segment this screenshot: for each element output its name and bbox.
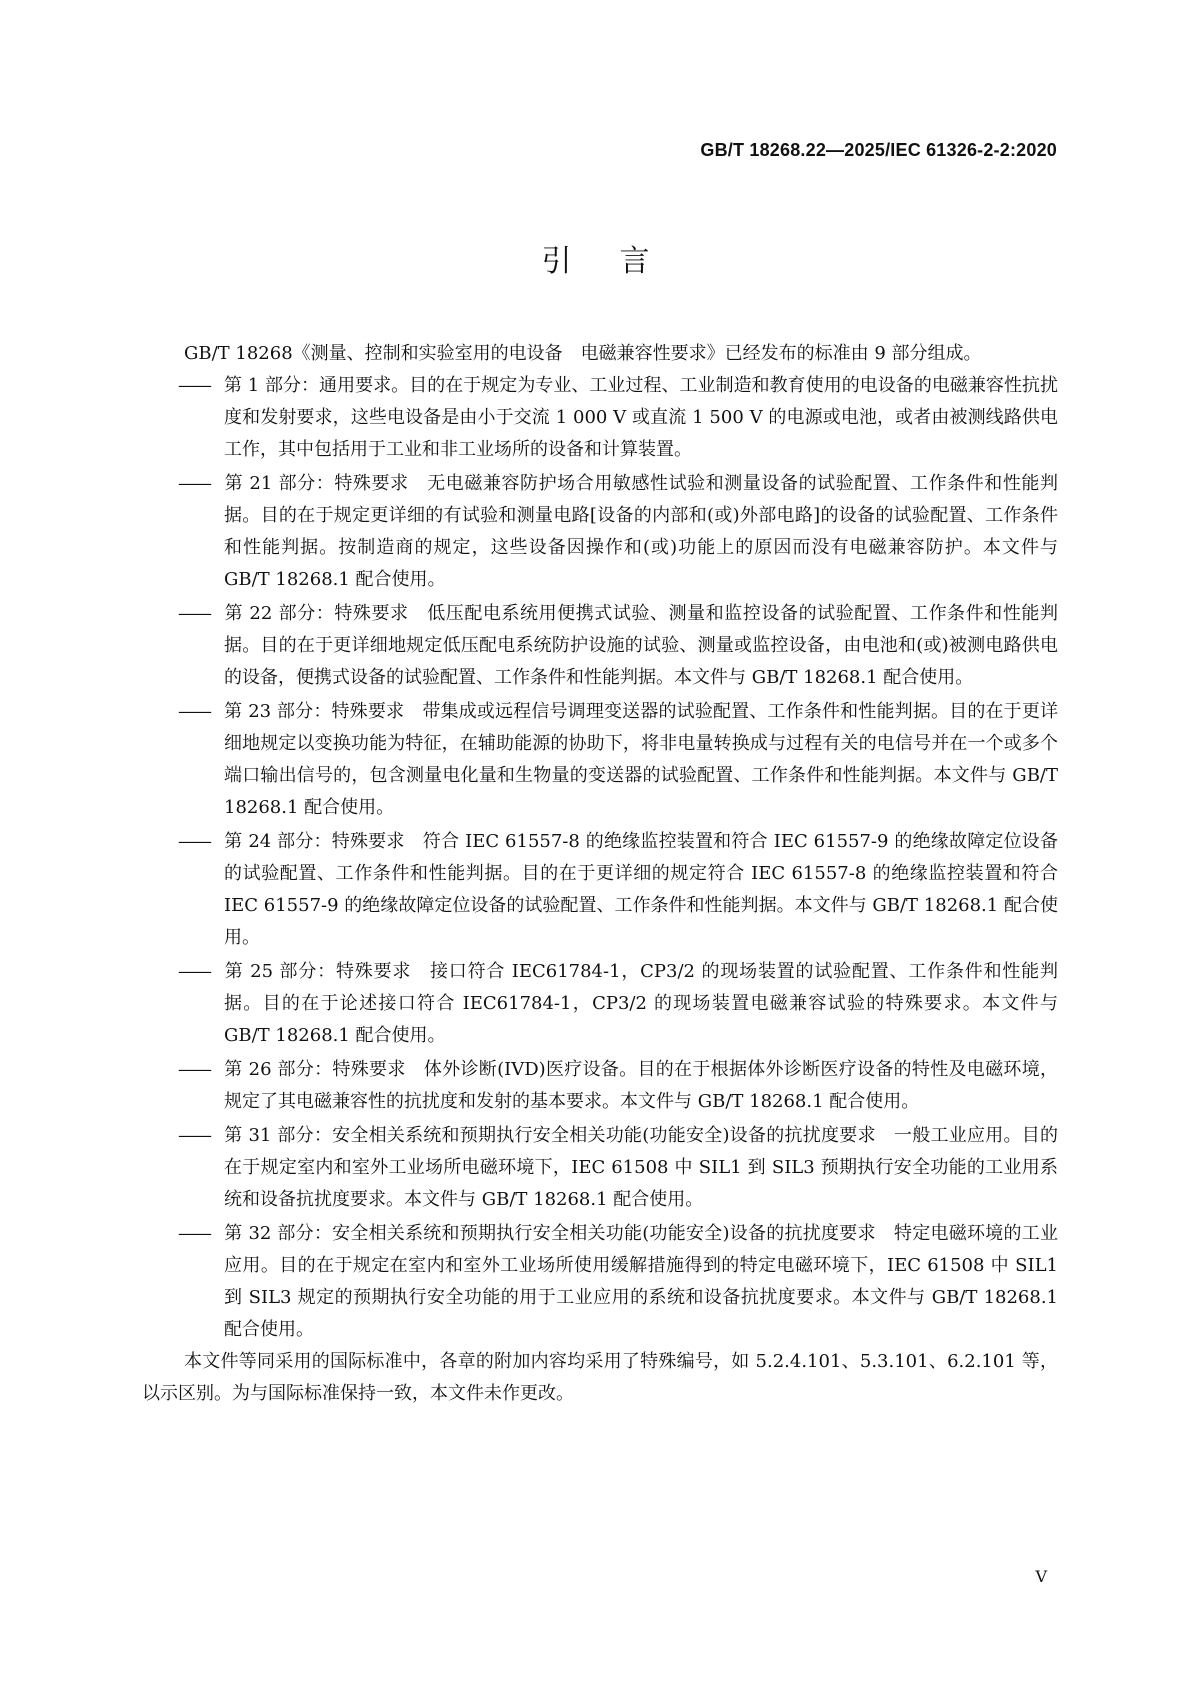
intro-paragraph: GB/T 18268《测量、控制和实验室用的电设备 电磁兼容性要求》已经发布的标准由 9 部分组成。	[184, 343, 982, 364]
part-list-item-text: 第 23 部分：特殊要求 带集成或远程信号调理变送器的试验配置、工作条件和性能判据。目的在于更详细地规定以变换功能为特征，在辅助能源的协助下，将非电量转换成与过程有关的电信号并在一个或多个端口输出信号的，包含测量电化量和生物量的变送器的试验配置、工作条件和性能判据。本文件与 GB/T 18268.1 配合使用。	[224, 701, 1058, 818]
list-dash: ——	[178, 831, 210, 852]
list-dash: ——	[178, 375, 210, 396]
part-list-item	[142, 1120, 1058, 1216]
part-list-item	[142, 696, 1058, 824]
list-dash: ——	[178, 1223, 210, 1244]
part-list-item-text: 第 21 部分：特殊要求 无电磁兼容防护场合用敏感性试验和测量设备的试验配置、工作条件和性能判据。目的在于规定更详细的有试验和测量电路[设备的内部和(或)外部电路]的设备的试验配置、工作条件和性能判据。按制造商的规定，这些设备因操作和(或)功能上的原因而没有电磁兼容防护。本文件与 GB/T 18268.1 配合使用。	[224, 473, 1058, 590]
list-dash: ——	[178, 1125, 210, 1146]
list-dash: ——	[178, 961, 210, 982]
part-list-item-text: 第 32 部分：安全相关系统和预期执行安全相关功能(功能安全)设备的抗扰度要求 特定电磁环境的工业应用。目的在于规定在室内和室外工业场所使用缓解措施得到的特定电磁环境下，IEC 61508 中 SIL1 到 SIL3 规定的预期执行安全功能的用于工业应用的系统和设备抗扰度要求。本文件与 GB/T 18268.1 配合使用。	[224, 1223, 1058, 1340]
part-list-item	[142, 1218, 1058, 1346]
part-list-item-text: 第 26 部分：特殊要求 体外诊断(IVD)医疗设备。目的在于根据体外诊断医疗设备的特性及电磁环境，规定了其电磁兼容性的抗扰度和发射的基本要求。本文件与 GB/T 18268.1 配合使用。	[224, 1059, 1058, 1112]
list-dash: ——	[178, 701, 210, 722]
part-list-item	[142, 370, 1058, 466]
standard-code-header: GB/T 18268.22—2025/IEC 61326-2-2:2020	[700, 140, 1057, 160]
part-list-item-text: 第 24 部分：特殊要求 符合 IEC 61557-8 的绝缘监控装置和符合 IEC 61557-9 的绝缘故障定位设备的试验配置、工作条件和性能判据。目的在于更详细的规定符合 IEC 61557-8 的绝缘监控装置和符合 IEC 61557-9 的绝缘故障定位设备的试验配置、工作条件和性能判据。本文件与 GB/T 18268.1 配合使用。	[224, 831, 1058, 948]
part-list-item	[142, 598, 1058, 694]
document-body	[142, 338, 1058, 1410]
page-title: 引言	[541, 244, 698, 279]
part-list-item-text: 第 22 部分：特殊要求 低压配电系统用便携式试验、测量和监控设备的试验配置、工作条件和性能判据。目的在于更详细地规定低压配电系统防护设施的试验、测量或监控设备，由电池和(或)被测电路供电的设备，便携式设备的试验配置、工作条件和性能判据。本文件与 GB/T 18268.1 配合使用。	[224, 603, 1058, 688]
part-list-item	[142, 1054, 1058, 1118]
list-dash: ——	[178, 1059, 210, 1080]
part-list-item-text: 第 31 部分：安全相关系统和预期执行安全相关功能(功能安全)设备的抗扰度要求 一般工业应用。目的在于规定室内和室外工业场所电磁环境下，IEC 61508 中 SIL1 到 SIL3 预期执行安全功能的工业用系统和设备抗扰度要求。本文件与 GB/T 18268.1 配合使用。	[224, 1125, 1058, 1210]
page-number: V	[1035, 1567, 1047, 1586]
part-list-item	[142, 826, 1058, 954]
part-list-item-text: 第 25 部分：特殊要求 接口符合 IEC61784-1，CP3/2 的现场装置的试验配置、工作条件和性能判据。目的在于论述接口符合 IEC61784-1，CP3/2 的现场装置电磁兼容试验的特殊要求。本文件与 GB/T 18268.1 配合使用。	[224, 961, 1058, 1046]
part-list-item	[142, 956, 1058, 1052]
list-dash: ——	[178, 473, 210, 494]
list-dash: ——	[178, 603, 210, 624]
part-list	[142, 370, 1058, 1346]
part-list-item	[142, 468, 1058, 596]
closing-paragraph: 本文件等同采用的国际标准中，各章的附加内容均采用了特殊编号，如 5.2.4.101、5.3.101、6.2.101 等，以示区别。为与国际标准保持一致，本文件未作更改。	[142, 1351, 1058, 1404]
part-list-item-text: 第 1 部分：通用要求。目的在于规定为专业、工业过程、工业制造和教育使用的电设备的电磁兼容性抗扰度和发射要求，这些电设备是由小于交流 1 000 V 或直流 1 500 V 的电源或电池，或者由被测线路供电工作，其中包括用于工业和非工业场所的设备和计算装置。	[224, 375, 1058, 460]
